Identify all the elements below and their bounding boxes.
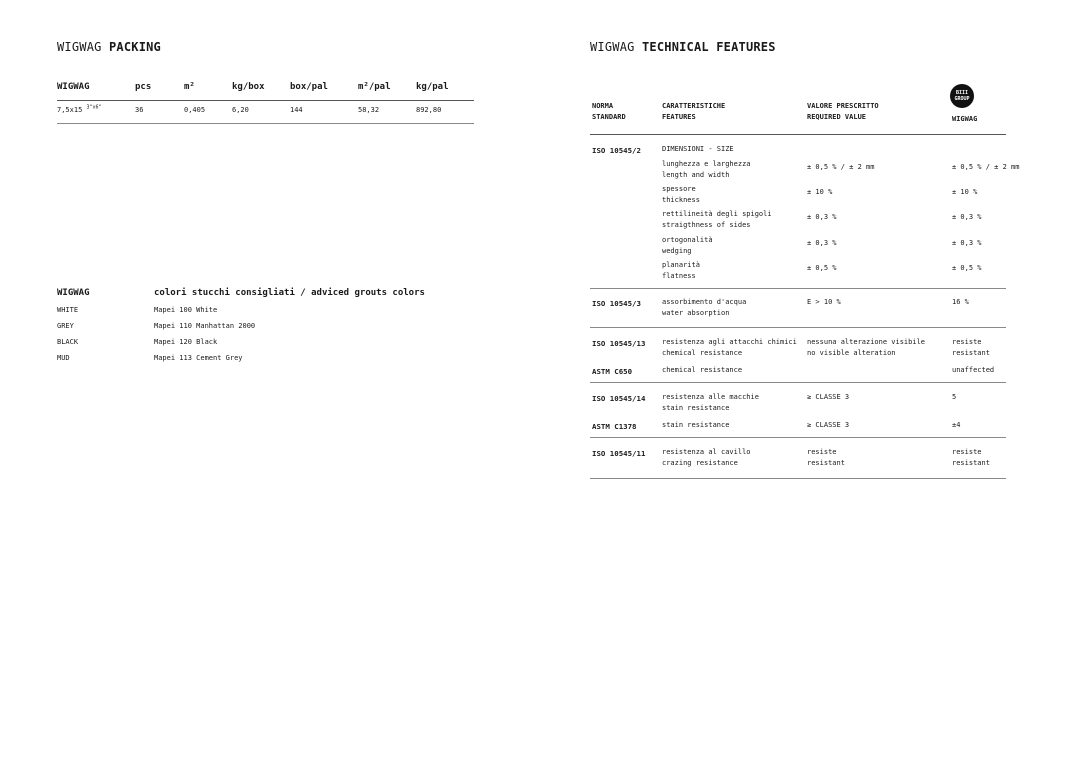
required-value: ≥ CLASSE 3 bbox=[807, 393, 850, 401]
norm-crazing: ISO 10545/11 bbox=[592, 449, 646, 458]
group-logo-line1: BIII bbox=[955, 90, 969, 96]
feature-it: planarità bbox=[662, 261, 700, 269]
feature-cell bbox=[662, 447, 751, 468]
feature-en: wedging bbox=[662, 246, 692, 255]
group-logo-line2: GROUP bbox=[954, 96, 970, 102]
tech-bottom-rule bbox=[590, 478, 1006, 479]
col-header-required-it: VALORE PRESCRITTO bbox=[807, 102, 879, 110]
packing-pcs: 36 bbox=[135, 106, 144, 114]
packing-m2: 0,405 bbox=[184, 106, 206, 114]
product-it: resiste bbox=[952, 448, 982, 456]
packing-col-kgpal: kg/pal bbox=[416, 82, 449, 92]
feature-it: resistenza agli attacchi chimici bbox=[662, 338, 797, 346]
feature-cell bbox=[662, 235, 713, 256]
feature-cell bbox=[662, 159, 751, 180]
packing-kgpal: 892,80 bbox=[416, 106, 442, 114]
product-value: 5 bbox=[952, 393, 957, 401]
tech-title bbox=[590, 40, 776, 54]
required-value: ± 0,3 % bbox=[807, 213, 837, 221]
required-value: ± 0,5 % / ± 2 mm bbox=[807, 163, 875, 171]
col-header-features-it: CARATTERISTICHE bbox=[662, 102, 726, 110]
tech-header-rule bbox=[590, 134, 1006, 135]
packing-size-value: 7,5x15 bbox=[57, 106, 83, 114]
norm-stain: ISO 10545/14 bbox=[592, 394, 646, 403]
packing-kgbox: 6,20 bbox=[232, 106, 249, 114]
packing-size bbox=[57, 106, 102, 114]
feature-it: rettilineità degli spigoli bbox=[662, 210, 772, 218]
packing-bottom-rule bbox=[57, 123, 474, 124]
required-en: no visible alteration bbox=[807, 348, 896, 357]
feature-cell bbox=[662, 260, 700, 281]
col-header-standard-en: STANDARD bbox=[592, 113, 626, 121]
product-it: resiste bbox=[952, 338, 982, 346]
packing-col-boxpal: box/pal bbox=[290, 82, 328, 92]
grout-product-name: Mapei 100 White bbox=[154, 306, 218, 314]
col-header-standard-it: NORMA bbox=[592, 102, 614, 110]
required-value: ≥ CLASSE 3 bbox=[807, 421, 850, 429]
feature-cell bbox=[662, 184, 700, 205]
feature-it: resistenza al cavillo bbox=[662, 448, 751, 456]
col-header-product: WIGWAG bbox=[952, 115, 978, 123]
packing-title-label: PACKING bbox=[109, 40, 161, 54]
feature-it: spessore bbox=[662, 185, 696, 193]
feature-cell: chemical resistance bbox=[662, 366, 743, 374]
feature-it: lunghezza e larghezza bbox=[662, 160, 751, 168]
packing-title bbox=[57, 40, 161, 54]
feature-en: flatness bbox=[662, 271, 696, 280]
product-value: ± 0,3 % bbox=[952, 239, 982, 247]
required-it: resiste bbox=[807, 448, 837, 456]
feature-cell: stain resistance bbox=[662, 421, 730, 429]
feature-it: resistenza alle macchie bbox=[662, 393, 759, 401]
feature-en: water absorption bbox=[662, 308, 730, 317]
grout-color-name: WHITE bbox=[57, 306, 79, 314]
packing-col-pcs: pcs bbox=[135, 82, 152, 92]
grout-color-name: GREY bbox=[57, 322, 74, 330]
product-value bbox=[952, 447, 990, 468]
packing-col-product: WIGWAG bbox=[57, 82, 90, 92]
product-value: ± 10 % bbox=[952, 188, 978, 196]
feature-cell bbox=[662, 297, 746, 318]
product-value: ± 0,3 % bbox=[952, 213, 982, 221]
required-value: E > 10 % bbox=[807, 298, 841, 306]
required-en: resistant bbox=[807, 458, 845, 467]
feature-cell bbox=[662, 392, 759, 413]
packing-boxpal: 144 bbox=[290, 106, 303, 114]
grout-color-name: MUD bbox=[57, 354, 70, 362]
norm-chemical-astm: ASTM C650 bbox=[592, 367, 633, 376]
product-en: resistant bbox=[952, 458, 990, 467]
col-header-required-en: REQUIRED VALUE bbox=[807, 113, 867, 121]
required-value bbox=[807, 337, 925, 358]
grout-color-name: BLACK bbox=[57, 338, 79, 346]
product-value: 16 % bbox=[952, 298, 969, 306]
row-divider bbox=[590, 382, 1006, 383]
required-value: ± 10 % bbox=[807, 188, 833, 196]
row-divider bbox=[590, 437, 1006, 438]
col-header-features-en: FEATURES bbox=[662, 113, 696, 121]
required-value: ± 0,5 % bbox=[807, 264, 837, 272]
product-value: ± 0,5 % / ± 2 mm bbox=[952, 163, 1020, 171]
required-value bbox=[807, 447, 845, 468]
size-section-label: DIMENSIONI - SIZE bbox=[662, 145, 734, 153]
packing-header-rule bbox=[57, 100, 474, 101]
packing-col-m2pal: m²/pal bbox=[358, 82, 391, 92]
grout-product-name: Mapei 113 Cement Grey bbox=[154, 354, 243, 362]
product-value: ±4 bbox=[952, 421, 961, 429]
group-logo bbox=[950, 84, 974, 108]
packing-col-m2: m² bbox=[184, 82, 195, 92]
packing-m2pal: 58,32 bbox=[358, 106, 380, 114]
grout-product-name: Mapei 120 Black bbox=[154, 338, 218, 346]
col-header-required bbox=[807, 101, 879, 123]
norm-absorption: ISO 10545/3 bbox=[592, 299, 641, 308]
packing-col-kgbox: kg/box bbox=[232, 82, 265, 92]
required-it: nessuna alterazione visibile bbox=[807, 338, 926, 346]
feature-en: thickness bbox=[662, 195, 700, 204]
col-header-features bbox=[662, 101, 725, 123]
row-divider bbox=[590, 288, 1006, 289]
feature-cell bbox=[662, 337, 797, 358]
packing-title-brand: WIGWAG bbox=[57, 40, 102, 54]
feature-en: length and width bbox=[662, 170, 730, 179]
feature-en: straigthness of sides bbox=[662, 220, 751, 229]
required-value: ± 0,3 % bbox=[807, 239, 837, 247]
product-value bbox=[952, 337, 990, 358]
grout-heading-title: colori stucchi consigliati / adviced grouts colors bbox=[154, 288, 425, 298]
tech-title-brand: WIGWAG bbox=[590, 40, 635, 54]
grout-heading-product: WIGWAG bbox=[57, 288, 90, 298]
feature-it: ortogonalità bbox=[662, 236, 713, 244]
packing-size-inches: 3"x6" bbox=[86, 104, 102, 111]
feature-en: stain resistance bbox=[662, 403, 730, 412]
feature-it: assorbimento d'acqua bbox=[662, 298, 747, 306]
col-header-standard bbox=[592, 101, 626, 123]
norm-stain-astm: ASTM C1378 bbox=[592, 422, 637, 431]
feature-cell bbox=[662, 209, 772, 230]
feature-en: crazing resistance bbox=[662, 458, 738, 467]
feature-en: chemical resistance bbox=[662, 348, 743, 357]
product-value: unaffected bbox=[952, 366, 995, 374]
norm-size: ISO 10545/2 bbox=[592, 146, 641, 155]
row-divider bbox=[590, 327, 1006, 328]
product-value: ± 0,5 % bbox=[952, 264, 982, 272]
grout-product-name: Mapei 110 Manhattan 2000 bbox=[154, 322, 256, 330]
product-en: resistant bbox=[952, 348, 990, 357]
tech-title-label: TECHNICAL FEATURES bbox=[642, 40, 776, 54]
norm-chemical: ISO 10545/13 bbox=[592, 339, 646, 348]
